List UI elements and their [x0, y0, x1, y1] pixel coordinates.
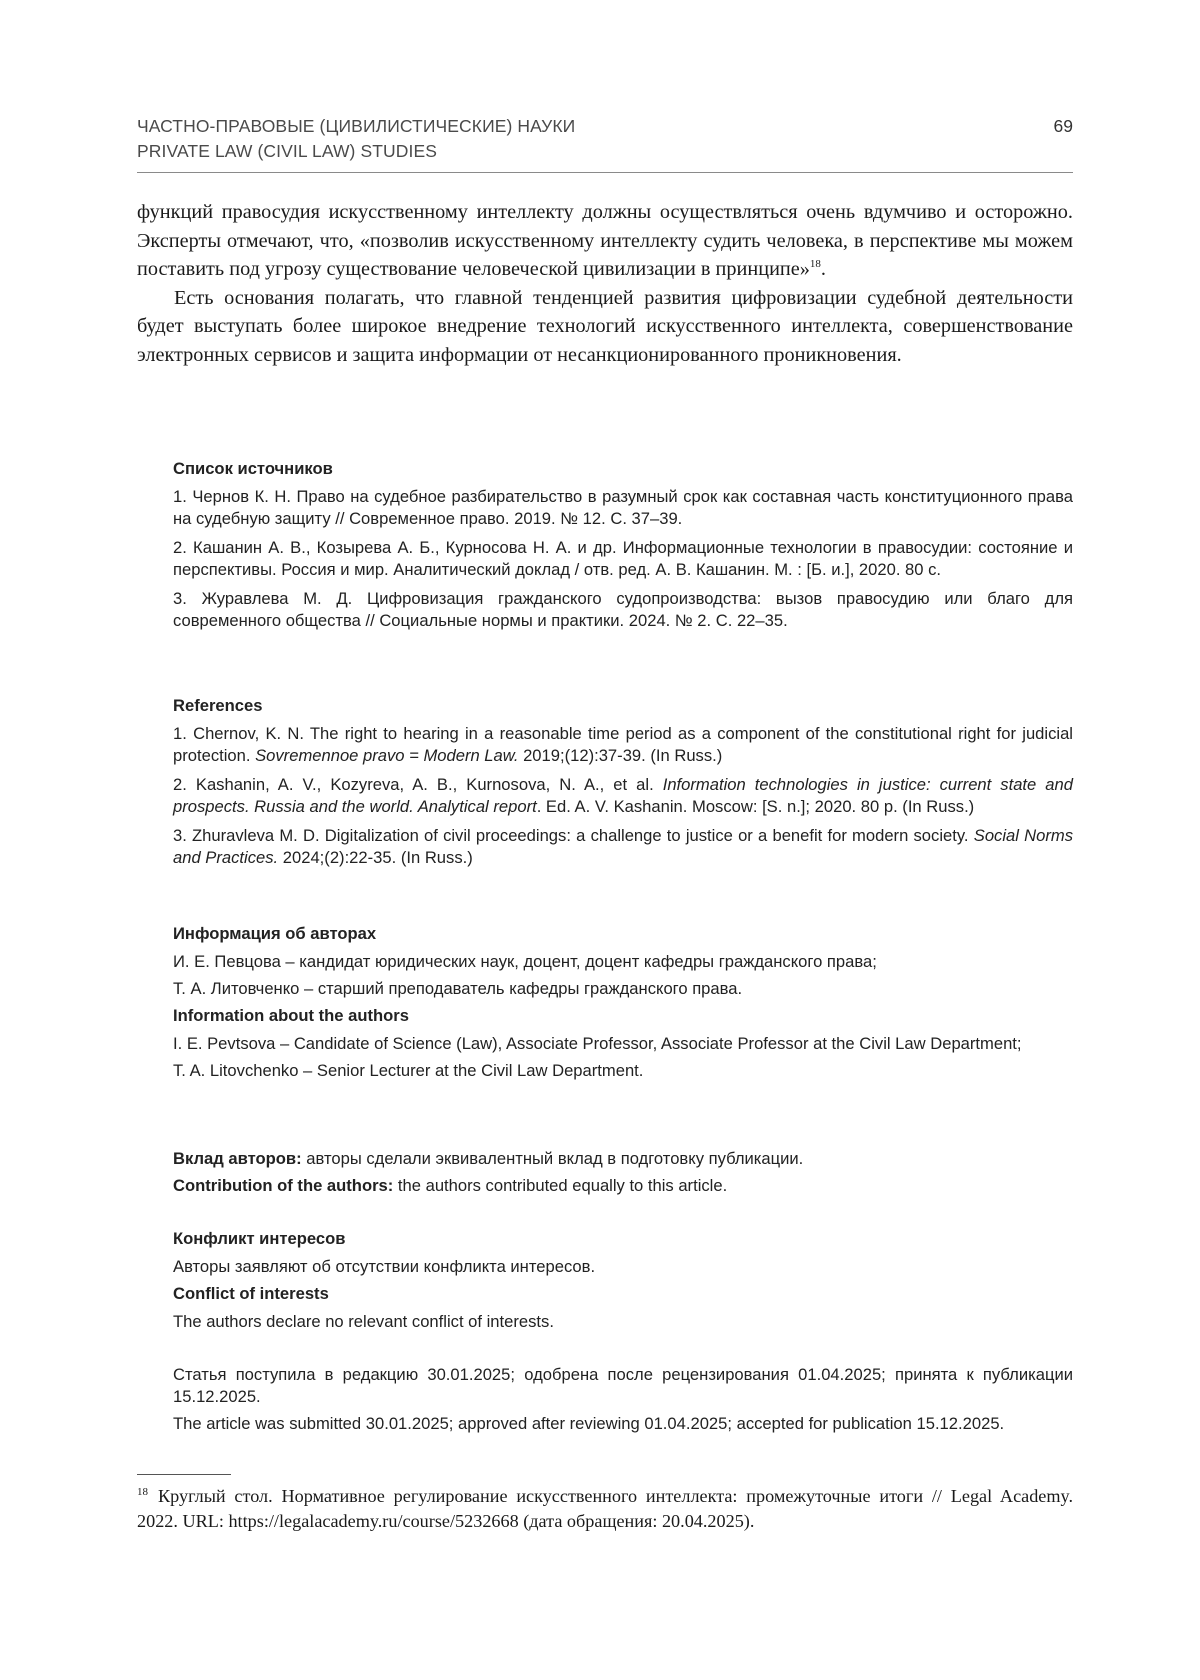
authors-contribution: [173, 1148, 1073, 1202]
paragraph-1-text: функций правосудия искусственному интеллекту должны осуществляться очень вдумчиво и осторожно. Эксперты отмечают, что, «позволив искусственному интеллекту судить человека, в перспективе мы можем поставить под угрозу существование человеческой цивилизации в принципе»: [137, 201, 1073, 281]
footnote: [137, 1484, 1073, 1534]
dates-ru: Статья поступила в редакцию 30.01.2025; одобрена после рецензирования 01.04.2025; принята к публикации 15.12.2025.: [173, 1365, 1073, 1406]
conflict-heading-ru: Конфликт интересов: [173, 1229, 346, 1248]
source-item: 2. Кашанин А. В., Козырева А. Б., Курносова Н. А. и др. Информационные технологии в правосудии: состояние и перспективы. Россия и мир. Аналитический доклад / отв. ред. А. В. Кашанин. М. : [Б. и.], 2020. 80 с.: [173, 538, 1073, 579]
reference-details: . Ed. A. V. Kashanin. Moscow: [S. n.]; 2020. 80 p. (In Russ.): [536, 797, 975, 816]
footnote-18: [137, 1484, 1073, 1534]
contribution-label-ru: Вклад авторов:: [173, 1149, 302, 1168]
conflict-text-en: The authors declare no relevant conflict of interests.: [173, 1312, 554, 1331]
reference-details: 2019;(12):37-39. (In Russ.): [518, 746, 723, 765]
reference-journal: Social Norms and Practices.: [173, 826, 1074, 867]
reference-item: [173, 723, 1073, 767]
author-item-ru: Т. А. Литовченко – старший преподаватель кафедры гражданского права.: [173, 979, 743, 998]
reference-details: 2024;(2):22-35. (In Russ.): [278, 848, 473, 867]
contribution-text-en: the authors contributed equally to this article.: [393, 1176, 728, 1195]
author-item-ru: И. Е. Певцова – кандидат юридических наук, доцент, доцент кафедры гражданского права;: [173, 952, 877, 971]
section-title-en: PRIVATE LAW (CIVIL LAW) STUDIES: [137, 141, 437, 161]
contribution-ru: [173, 1148, 1073, 1170]
reference-journal: Sovremennoe pravo = Modern Law.: [255, 746, 519, 765]
authors-info: [173, 923, 1073, 1087]
authors-heading-en: Information about the authors: [173, 1006, 409, 1025]
conflict-text-ru: Авторы заявляют об отсутствии конфликта интересов.: [173, 1257, 596, 1276]
footnote-number: 18: [137, 1485, 148, 1498]
header-divider: [137, 172, 1073, 173]
dates-en: The article was submitted 30.01.2025; approved after reviewing 01.04.2025; accepted for publication 15.12.2025.: [173, 1414, 1005, 1433]
paragraph-2: Есть основания полагать, что главной тенденцией развития цифровизации судебной деятельности будет выступать более широкое внедрение технологий искусственного интеллекта, совершенствование электронных сервисов и защита информации от несанкционированного проникновения.: [137, 286, 1073, 366]
authors-heading-ru: Информация об авторах: [173, 924, 377, 943]
author-item-en: I. E. Pevtsova – Candidate of Science (Law), Associate Professor, Associate Professor at the Civil Law Department;: [173, 1034, 1022, 1053]
section-title-ru: ЧАСТНО-ПРАВОВЫЕ (ЦИВИЛИСТИЧЕСКИЕ) НАУКИ: [137, 116, 576, 136]
conflict-of-interests: [173, 1228, 1073, 1338]
reference-text: 2. Kashanin, A. V., Kozyreva, A. B., Kurnosova, N. A., et al.: [173, 775, 663, 794]
contribution-label-en: Contribution of the authors:: [173, 1176, 394, 1195]
contribution-text-ru: авторы сделали эквивалентный вклад в подготовку публикации.: [301, 1149, 804, 1168]
running-header: [137, 114, 1073, 164]
source-item: 3. Журавлева М. Д. Цифровизация гражданского судопроизводства: вызов правосудию или благо для современного общества // Социальные нормы и практики. 2024. № 2. С. 22–35.: [173, 589, 1073, 630]
reference-text: 1. Chernov, K. N. The right to hearing in a reasonable time period as a component of the constitutional right for judicial protection.: [173, 724, 1073, 765]
footnote-divider: [137, 1474, 231, 1475]
sources-heading: Список источников: [173, 459, 333, 478]
references-list: [173, 695, 1073, 876]
source-item: 1. Чернов К. Н. Право на судебное разбирательство в разумный срок как составная часть конституционного права на судебную защиту // Современное право. 2019. № 12. С. 37–39.: [173, 487, 1073, 528]
footnote-text: Круглый стол. Нормативное регулирование искусственного интеллекта: промежуточные итоги // Legal Academy. 2022. URL: https://legalacademy.ru/course/5232668 (дата обращения: 20.04.2025).: [137, 1486, 1073, 1531]
conflict-heading-en: Conflict of interests: [173, 1284, 329, 1303]
sources-list: [173, 458, 1073, 639]
reference-item: [173, 825, 1073, 869]
reference-title: Information technologies in justice: current state and prospects. Russia and the world. Analytical report: [173, 775, 1073, 816]
author-item-en: T. A. Litovchenko – Senior Lecturer at the Civil Law Department.: [173, 1061, 644, 1080]
references-heading: References: [173, 696, 263, 715]
main-text: [137, 198, 1073, 370]
reference-item: [173, 774, 1073, 818]
page-number: 69: [1053, 116, 1073, 136]
reference-text: 3. Zhuravleva M. D. Digitalization of civil proceedings: a challenge to justice or a benefit for modern society.: [173, 826, 974, 845]
footnote-reference[interactable]: 18: [809, 258, 821, 271]
paragraph-1-end: .: [820, 258, 826, 281]
contribution-en: [173, 1175, 1073, 1197]
article-dates: [173, 1364, 1073, 1440]
paragraph-1: [137, 198, 1073, 284]
